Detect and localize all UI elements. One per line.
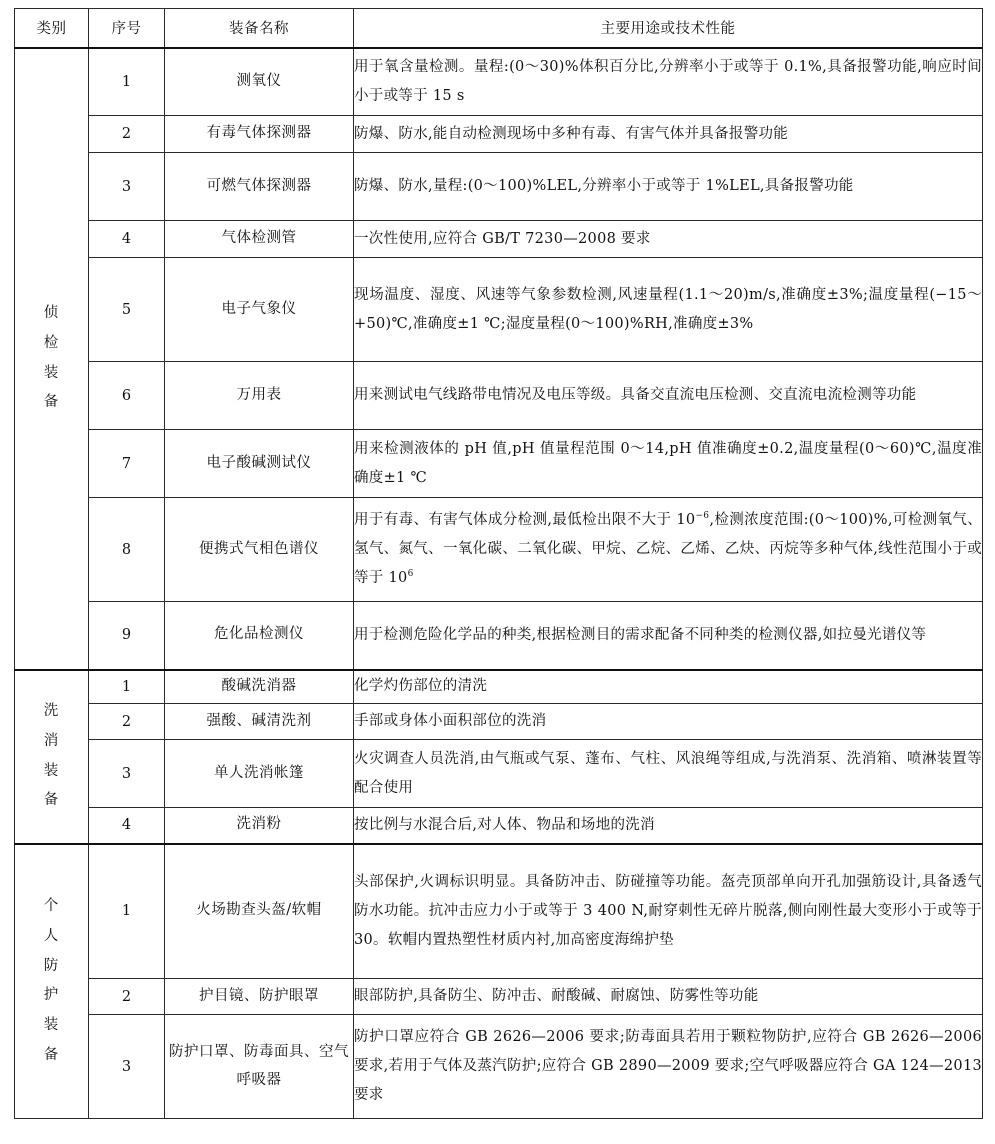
item-number: 7 <box>89 430 165 498</box>
item-name: 护目镜、防护眼罩 <box>165 979 354 1015</box>
item-description: 化学灼伤部位的清洗 <box>354 670 983 704</box>
item-name: 危化品检测仪 <box>165 602 354 670</box>
item-description: 一次性使用,应符合 GB/T 7230—2008 要求 <box>354 221 983 258</box>
item-name: 强酸、碱清洗剂 <box>165 704 354 740</box>
item-description: 头部保护,火调标识明显。具备防冲击、防碰撞等功能。盔壳顶部单向开孔加强筋设计,具备透气防水功能。抗冲击应力小于或等于 3 400 N,耐穿刺性无碎片脱落,侧向刚性最大变形小于或等于 30。软帽内置热塑性材质内衬,加高密度海绵护垫 <box>354 844 983 979</box>
item-number: 2 <box>89 979 165 1015</box>
item-name: 洗消粉 <box>165 808 354 844</box>
item-number: 5 <box>89 258 165 362</box>
table-row <box>15 498 983 602</box>
header-name: 装备名称 <box>165 9 354 48</box>
item-description <box>354 498 983 602</box>
group-personal-protection <box>15 844 983 1119</box>
item-number: 6 <box>89 362 165 430</box>
item-name: 便携式气相色谱仪 <box>165 498 354 602</box>
item-number: 3 <box>89 1015 165 1119</box>
item-description: 现场温度、湿度、风速等气象参数检测,风速量程(1.1～20)m/s,准确度±3%;温度量程(−15～+50)℃,准确度±1 ℃;湿度量程(0～100)%RH,准确度±3% <box>354 258 983 362</box>
table-row <box>15 116 983 153</box>
item-number: 1 <box>89 670 165 704</box>
header-row <box>15 9 983 48</box>
item-description: 防爆、防水,量程:(0～100)%LEL,分辨率小于或等于 1%LEL,具备报警功能 <box>354 153 983 221</box>
group-detection <box>15 48 983 670</box>
item-description: 用于氧含量检测。量程:(0～30)%体积百分比,分辨率小于或等于 0.1%,具备报警功能,响应时间小于或等于 15 s <box>354 48 983 116</box>
item-description: 用来检测液体的 pH 值,pH 值量程范围 0～14,pH 值准确度±0.2,温度量程(0～60)℃,温度准确度±1 ℃ <box>354 430 983 498</box>
item-description: 火灾调查人员洗消,由气瓶或气泵、蓬布、气柱、风浪绳等组成,与洗消泵、洗消箱、喷淋装置等配合使用 <box>354 740 983 808</box>
item-name: 火场勘查头盔/软帽 <box>165 844 354 979</box>
item-name: 有毒气体探测器 <box>165 116 354 153</box>
item-number: 3 <box>89 153 165 221</box>
table-row <box>15 1015 983 1119</box>
item-number: 4 <box>89 808 165 844</box>
item-name: 电子酸碱测试仪 <box>165 430 354 498</box>
description-text: 用于有毒、有害气体成分检测,最低检出限不大于 10 <box>354 512 696 528</box>
header-category: 类别 <box>15 9 89 48</box>
table-row <box>15 221 983 258</box>
item-description: 用来测试电气线路带电情况及电压等级。具备交直流电压检测、交直流电流检测等功能 <box>354 362 983 430</box>
table-row <box>15 704 983 740</box>
item-name: 万用表 <box>165 362 354 430</box>
item-number: 1 <box>89 48 165 116</box>
exponent: 6 <box>407 569 414 579</box>
table-row <box>15 844 983 979</box>
item-number: 4 <box>89 221 165 258</box>
item-description: 防爆、防水,能自动检测现场中多种有毒、有害气体并具备报警功能 <box>354 116 983 153</box>
table-row <box>15 602 983 670</box>
header-usage: 主要用途或技术性能 <box>354 9 983 48</box>
item-number: 9 <box>89 602 165 670</box>
table-row <box>15 979 983 1015</box>
item-number: 2 <box>89 704 165 740</box>
category-cell: 侦检装备 <box>15 48 89 670</box>
item-name: 气体检测管 <box>165 221 354 258</box>
item-number: 1 <box>89 844 165 979</box>
table-row <box>15 430 983 498</box>
description-text: ,检测浓度范围:(0～100)%,可检测氧气、氢气、氮气、一氧化碳、二氧化碳、甲烷、乙烷、乙烯、乙炔、丙烷等多种气体,线性范围小于或等于 10 <box>354 512 983 586</box>
equipment-table <box>14 8 983 1119</box>
group-decontamination <box>15 670 983 844</box>
table-row <box>15 740 983 808</box>
table-row <box>15 258 983 362</box>
table-row <box>15 153 983 221</box>
category-cell: 洗消装备 <box>15 670 89 844</box>
item-name: 酸碱洗消器 <box>165 670 354 704</box>
header-number: 序号 <box>89 9 165 48</box>
category-cell: 个人防护装备 <box>15 844 89 1119</box>
item-description: 用于检测危险化学品的种类,根据检测目的需求配备不同种类的检测仪器,如拉曼光谱仪等 <box>354 602 983 670</box>
table-row <box>15 808 983 844</box>
item-number: 2 <box>89 116 165 153</box>
item-number: 8 <box>89 498 165 602</box>
item-description: 手部或身体小面积部位的洗消 <box>354 704 983 740</box>
item-description: 按比例与水混合后,对人体、物品和场地的洗消 <box>354 808 983 844</box>
item-name: 测氧仪 <box>165 48 354 116</box>
table-row <box>15 48 983 116</box>
item-name: 可燃气体探测器 <box>165 153 354 221</box>
exponent: −6 <box>695 511 710 521</box>
item-name: 防护口罩、防毒面具、空气呼吸器 <box>165 1015 354 1119</box>
item-name: 电子气象仪 <box>165 258 354 362</box>
item-number: 3 <box>89 740 165 808</box>
item-description: 防护口罩应符合 GB 2626—2006 要求;防毒面具若用于颗粒物防护,应符合 GB 2626—2006 要求,若用于气体及蒸汽防护;应符合 GB 2890—2009 要求;空气呼吸器应符合 GA 124—2013 要求 <box>354 1015 983 1119</box>
item-name: 单人洗消帐篷 <box>165 740 354 808</box>
item-description: 眼部防护,具备防尘、防冲击、耐酸碱、耐腐蚀、防雾性等功能 <box>354 979 983 1015</box>
table-row <box>15 362 983 430</box>
table-row <box>15 670 983 704</box>
